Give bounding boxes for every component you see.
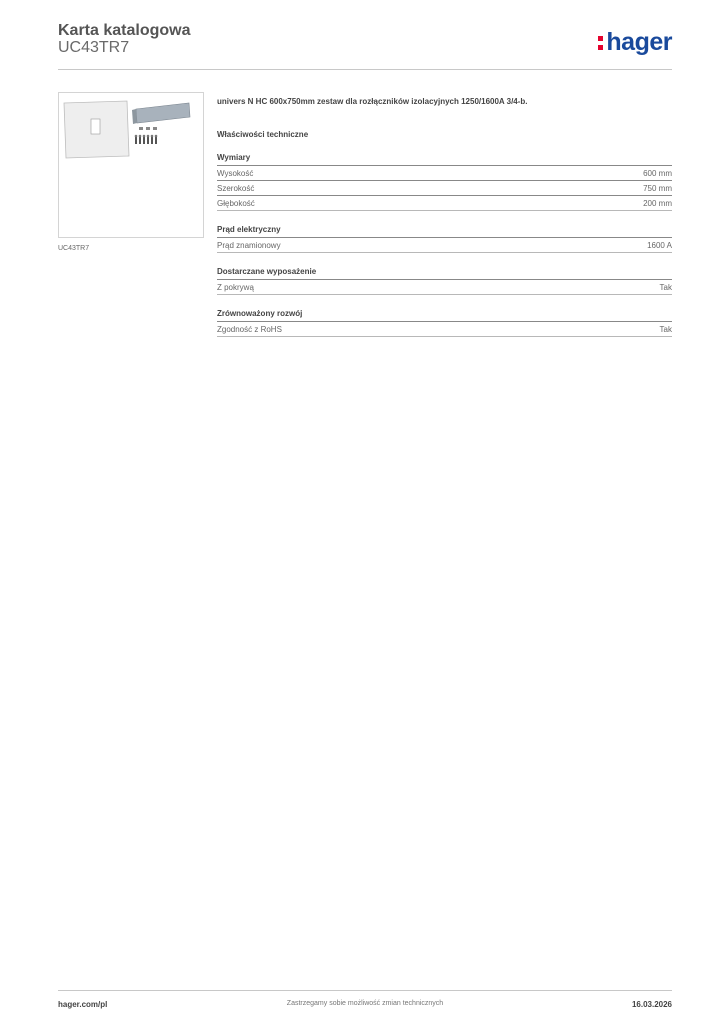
group-title: Zrównoważony rozwój [217,309,672,322]
group-sustainability [217,309,672,337]
spec-value: 1600 A [647,241,672,250]
logo-dots-icon [598,33,604,51]
spec-row [217,166,672,181]
product-image [58,92,204,238]
spec-label: Prąd znamionowy [217,241,281,250]
spec-value: 750 mm [643,184,672,193]
spec-row [217,181,672,196]
spec-row [217,280,672,295]
spec-row [217,196,672,211]
spec-label: Zgodność z RoHS [217,325,282,334]
product-image-icon [59,93,203,237]
page-header [58,20,672,70]
product-details [217,92,672,337]
hager-logo [598,28,672,57]
group-supplied-equipment [217,267,672,295]
spec-value: Tak [659,325,672,334]
footer-disclaimer: Zastrzegamy sobie możliwość zmian technicznych [286,1000,444,1007]
footer-date: 16.03.2026 [631,1000,672,1009]
product-description: univers N HC 600x750mm zestaw dla rozłączników izolacyjnych 1250/1600A 3/4-b. [217,97,528,106]
spec-label: Z pokrywą [217,283,254,292]
document-title: Karta katalogowa [58,22,191,39]
spec-value: 600 mm [643,169,672,178]
spec-row [217,238,672,253]
group-title: Wymiary [217,153,672,166]
spec-label: Wysokość [217,169,254,178]
group-title: Dostarczane wyposażenie [217,267,672,280]
spec-label: Głębokość [217,199,255,208]
product-code: UC43TR7 [58,39,130,56]
spec-label: Szerokość [217,184,255,193]
group-title: Prąd elektryczny [217,225,672,238]
spec-value: Tak [659,283,672,292]
logo-text: hager [606,28,672,56]
spec-value: 200 mm [643,199,672,208]
technical-section-title: Właściwości techniczne [217,130,309,139]
page-footer [58,990,672,1012]
image-caption: UC43TR7 [58,245,90,252]
group-electrical-current [217,225,672,253]
spec-row [217,322,672,337]
footer-website-link[interactable]: hager.com/pl [58,1000,108,1009]
group-dimensions [217,153,672,211]
